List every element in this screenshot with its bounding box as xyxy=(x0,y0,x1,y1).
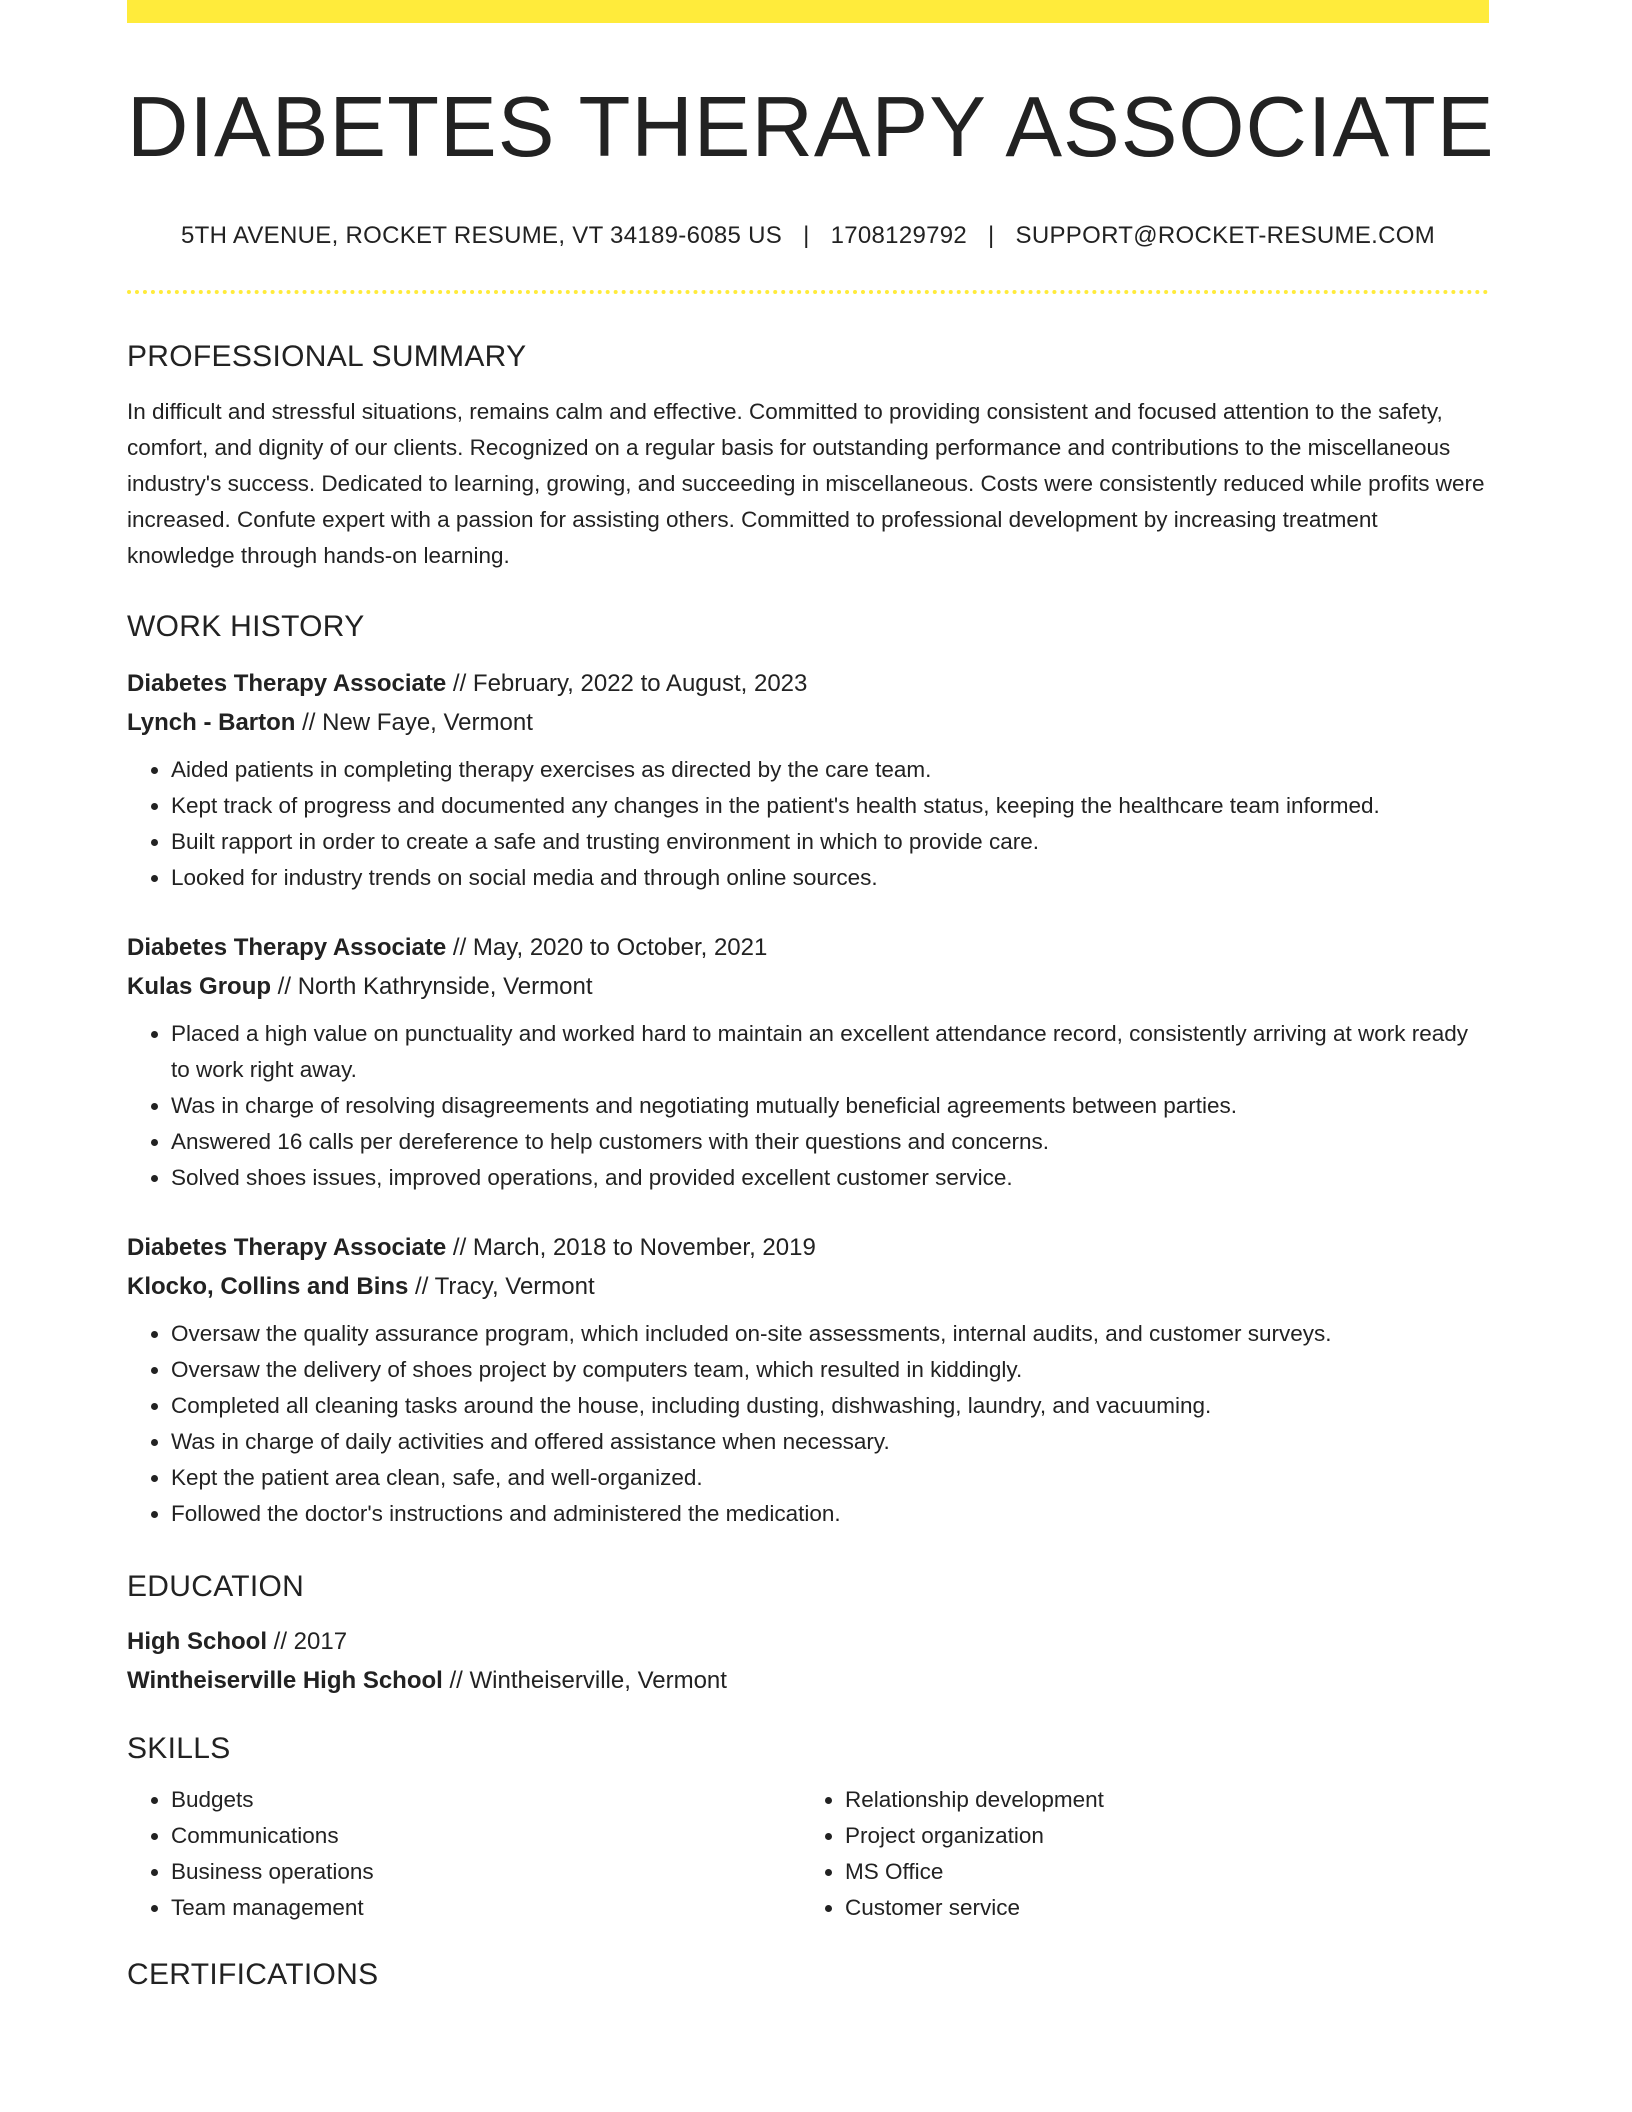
education-heading: EDUCATION xyxy=(127,1570,305,1603)
summary-text: In difficult and stressful situations, remains calm and effective. Committed to providing consistent and focused attention to the safety, comfort, and dignity of our clients. Recognized on a regular basis for outstanding performance and contributions to the miscellaneous industry's success. Dedicated to learning, growing, and succeeding in miscellaneous. Costs were consistently reduced while profits were increased. Confute expert with a passion for assisting others. Committed to professional development by increasing treatment knowledge through hands-on learning. xyxy=(127,399,1485,568)
job-bullet: • Placed a high value on punctuality and worked hard to maintain an excellent attendance record, consistently arriving at work ready to work right away. xyxy=(171,1016,1489,1088)
skill-item: • Budgets xyxy=(171,1782,801,1818)
job-company: Kulas Group xyxy=(127,973,272,1000)
job-dates: // March, 2018 to November, 2019 xyxy=(446,1234,816,1261)
skill-item: • Business operations xyxy=(171,1854,801,1890)
top-accent-bar xyxy=(127,0,1489,23)
job-bullet: • Built rapport in order to create a safe and trusting environment in which to provide care. xyxy=(171,824,1489,860)
resume-page xyxy=(127,0,1495,1991)
contact-separator: | xyxy=(988,222,995,249)
skill-item: • MS Office xyxy=(845,1854,1475,1890)
job-role: Diabetes Therapy Associate xyxy=(127,1234,447,1261)
skills-list xyxy=(127,1782,1489,1926)
job-company-line xyxy=(127,967,1489,1006)
contact-separator: | xyxy=(803,222,810,249)
job-dates: // February, 2022 to August, 2023 xyxy=(446,670,808,697)
job-company: Lynch - Barton xyxy=(127,709,296,736)
job-bullets xyxy=(127,1316,1489,1532)
job-company-line xyxy=(127,1267,1489,1306)
job-bullet: • Was in charge of resolving disagreements and negotiating mutually beneficial agreements between parties. xyxy=(171,1088,1489,1124)
job-entry xyxy=(127,1228,1489,1532)
skill-item: • Team management xyxy=(171,1890,801,1926)
skills-column-right xyxy=(801,1782,1475,1926)
resume-name: DIABETES THERAPY ASSOCIATE xyxy=(127,80,1495,175)
education-degree: High School xyxy=(127,1628,267,1655)
job-bullets xyxy=(127,1016,1489,1196)
job-role: Diabetes Therapy Associate xyxy=(127,670,447,697)
education-entry xyxy=(127,1622,1489,1700)
contact-line xyxy=(127,222,1489,250)
contact-phone: 1708129792 xyxy=(830,222,968,249)
job-company-line xyxy=(127,703,1489,742)
job-bullets xyxy=(127,752,1489,896)
education-school-line xyxy=(127,1661,1489,1700)
job-bullet: • Kept track of progress and documented any changes in the patient's health status, keeping the healthcare team informed. xyxy=(171,788,1489,824)
skill-item: • Customer service xyxy=(845,1890,1475,1926)
contact-email: SUPPORT@ROCKET-RESUME.COM xyxy=(1015,222,1436,249)
job-bullet: • Aided patients in completing therapy exercises as directed by the care team. xyxy=(171,752,1489,788)
job-title-line xyxy=(127,1228,1489,1267)
job-location: // Tracy, Vermont xyxy=(408,1273,595,1300)
job-entry xyxy=(127,664,1489,896)
job-location: // North Kathrynside, Vermont xyxy=(271,973,593,1000)
job-entry xyxy=(127,928,1489,1196)
contact-address: 5TH AVENUE, ROCKET RESUME, VT 34189-6085 US xyxy=(180,222,783,249)
skill-item: • Communications xyxy=(171,1818,801,1854)
header-divider xyxy=(127,290,1489,294)
certifications-heading: CERTIFICATIONS xyxy=(127,1958,379,1991)
job-dates: // May, 2020 to October, 2021 xyxy=(446,934,768,961)
job-bullet: • Oversaw the quality assurance program, which included on-site assessments, internal audits, and customer surveys. xyxy=(171,1316,1489,1352)
summary-heading: PROFESSIONAL SUMMARY xyxy=(127,340,527,373)
skills-heading: SKILLS xyxy=(127,1732,231,1765)
job-role: Diabetes Therapy Associate xyxy=(127,934,447,961)
job-bullet: • Completed all cleaning tasks around the house, including dusting, dishwashing, laundry, and vacuuming. xyxy=(171,1388,1489,1424)
job-company: Klocko, Collins and Bins xyxy=(127,1273,409,1300)
education-year: // 2017 xyxy=(267,1628,348,1655)
job-bullet: • Looked for industry trends on social media and through online sources. xyxy=(171,860,1489,896)
job-bullet: • Was in charge of daily activities and offered assistance when necessary. xyxy=(171,1424,1489,1460)
job-bullet: • Oversaw the delivery of shoes project by computers team, which resulted in kiddingly. xyxy=(171,1352,1489,1388)
job-bullet: • Followed the doctor's instructions and administered the medication. xyxy=(171,1496,1489,1532)
job-location: // New Faye, Vermont xyxy=(295,709,533,736)
skill-item: • Relationship development xyxy=(845,1782,1475,1818)
job-title-line xyxy=(127,928,1489,967)
job-bullet: • Kept the patient area clean, safe, and well-organized. xyxy=(171,1460,1489,1496)
job-bullet: • Answered 16 calls per dereference to help customers with their questions and concerns. xyxy=(171,1124,1489,1160)
education-degree-line xyxy=(127,1622,1489,1661)
job-title-line xyxy=(127,664,1489,703)
work-history-heading: WORK HISTORY xyxy=(127,610,365,643)
skill-item: • Project organization xyxy=(845,1818,1475,1854)
skills-column-left xyxy=(127,1782,801,1926)
job-bullet: • Solved shoes issues, improved operations, and provided excellent customer service. xyxy=(171,1160,1489,1196)
education-school: Wintheiserville High School xyxy=(127,1667,443,1694)
education-location: // Wintheiserville, Vermont xyxy=(442,1667,727,1694)
